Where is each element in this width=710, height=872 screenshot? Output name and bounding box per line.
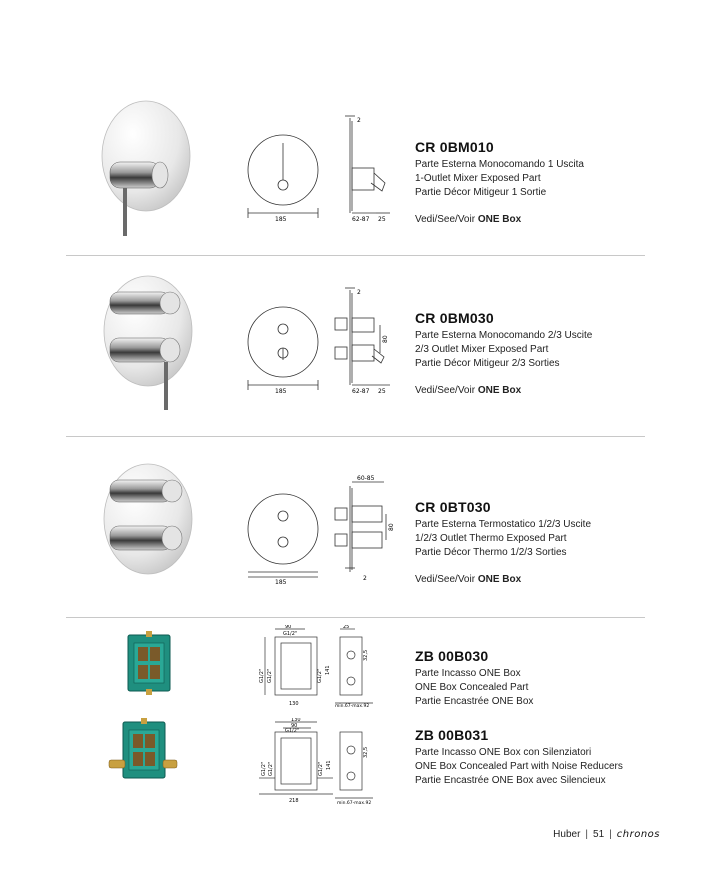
description-en: 1-Outlet Mixer Exposed Part (415, 173, 541, 184)
dim-label: 60-85 (357, 475, 375, 482)
description-fr: Partie Décor Thermo 1/2/3 Sorties (415, 547, 567, 558)
product-photo-concealed-box (124, 631, 174, 695)
dim-label: 185 (275, 579, 287, 586)
product-info (415, 139, 584, 227)
dim-label: G1/2" (318, 761, 324, 776)
dim-label: 25 (378, 388, 386, 395)
dim-label: 130 (291, 718, 301, 723)
description-it: Parte Esterna Monocomando 2/3 Uscite (415, 330, 593, 341)
product-info (415, 727, 623, 788)
description-it: Parte Esterna Termostatico 1/2/3 Uscite (415, 519, 592, 530)
product-code: CR 0BM030 (415, 310, 494, 326)
see-also: Vedi/See/Voir ONE Box (415, 574, 522, 585)
dim-label: G1/2" (267, 668, 273, 683)
technical-drawing-front-side (245, 113, 395, 228)
product-code: ZB 00B031 (415, 727, 489, 743)
description-fr: Partie Décor Mitigeur 1 Sortie (415, 187, 547, 198)
page-number: 51 (593, 829, 605, 840)
section-divider (66, 436, 645, 437)
product-info (415, 499, 591, 587)
section-divider (66, 255, 645, 256)
dim-label: 32,5 (363, 746, 369, 758)
description-en: ONE Box Concealed Part with Noise Reducers (415, 761, 623, 772)
dim-label: G1/2" (261, 761, 267, 776)
technical-drawing-box (255, 718, 380, 804)
dim-label: 2 (357, 289, 361, 296)
technical-drawing-front-side (245, 285, 395, 400)
description-fr: Partie Encastrée ONE Box avec Silencieux (415, 775, 606, 786)
description-en: 2/3 Outlet Mixer Exposed Part (415, 344, 549, 355)
product-photo-thermostatic (96, 462, 196, 580)
dim-label: 90 (291, 723, 298, 729)
description-it: Parte Incasso ONE Box con Silenziatori (415, 747, 592, 758)
dim-label: G1/2" (317, 668, 323, 683)
see-also-link[interactable]: ONE Box (477, 385, 522, 396)
dim-label: 185 (275, 388, 287, 395)
see-also-link[interactable]: ONE Box (477, 574, 522, 585)
dim-label: 2 (357, 117, 361, 124)
dim-label: 80 (382, 335, 389, 343)
dim-label: 130 (289, 701, 299, 707)
product-code: CR 0BT030 (415, 499, 491, 515)
footer-brand: Huber (553, 829, 581, 840)
description-it: Parte Incasso ONE Box (415, 668, 521, 679)
technical-drawing-box (255, 625, 380, 707)
dim-label: 90 (285, 625, 292, 630)
description-it: Parte Esterna Monocomando 1 Uscita (415, 159, 584, 170)
dim-label: 185 (275, 216, 287, 223)
dim-label: 2 (363, 575, 367, 582)
dim-label: 218 (289, 798, 299, 804)
page-footer (553, 829, 660, 840)
description-fr: Partie Encastrée ONE Box (415, 696, 534, 707)
technical-drawing-front-side (245, 472, 395, 587)
product-photo-single-lever-1-outlet (96, 100, 194, 238)
product-photo-single-lever-2-3-outlet (96, 274, 196, 414)
product-info (415, 310, 592, 398)
dim-label: min.67-max.92 (335, 704, 370, 707)
footer-separator: | (609, 829, 612, 840)
dim-label: 80 (388, 523, 395, 531)
description-fr: Partie Décor Mitigeur 2/3 Sorties (415, 358, 560, 369)
dim-label: 62-87 (352, 216, 370, 223)
product-code: ZB 00B030 (415, 648, 489, 664)
see-also: Vedi/See/Voir ONE Box (415, 385, 522, 396)
dim-label: G1/2" (283, 631, 298, 637)
dim-label: 25 (343, 625, 350, 630)
dim-label: 62-87 (352, 388, 370, 395)
dim-label: G1/2" (259, 668, 265, 683)
see-also: Vedi/See/Voir ONE Box (415, 214, 522, 225)
description-en: ONE Box Concealed Part (415, 682, 529, 693)
collection-logo: chronos (616, 829, 660, 840)
description-en: 1/2/3 Outlet Thermo Exposed Part (415, 533, 567, 544)
dim-label: 141 (325, 665, 331, 675)
product-info (415, 648, 533, 709)
section-divider (66, 617, 645, 618)
dim-label: 141 (326, 760, 332, 770)
see-also-link[interactable]: ONE Box (477, 214, 522, 225)
footer-separator: | (585, 829, 589, 840)
dim-label: 32,5 (363, 649, 369, 661)
dim-label: 25 (378, 216, 386, 223)
product-code: CR 0BM010 (415, 139, 494, 155)
product-photo-concealed-box-noise-reducers (107, 718, 179, 782)
dim-label: G1/2" (268, 761, 274, 776)
dim-label: G1/2" (285, 728, 300, 734)
dim-label: min.67-max.92 (337, 801, 372, 804)
